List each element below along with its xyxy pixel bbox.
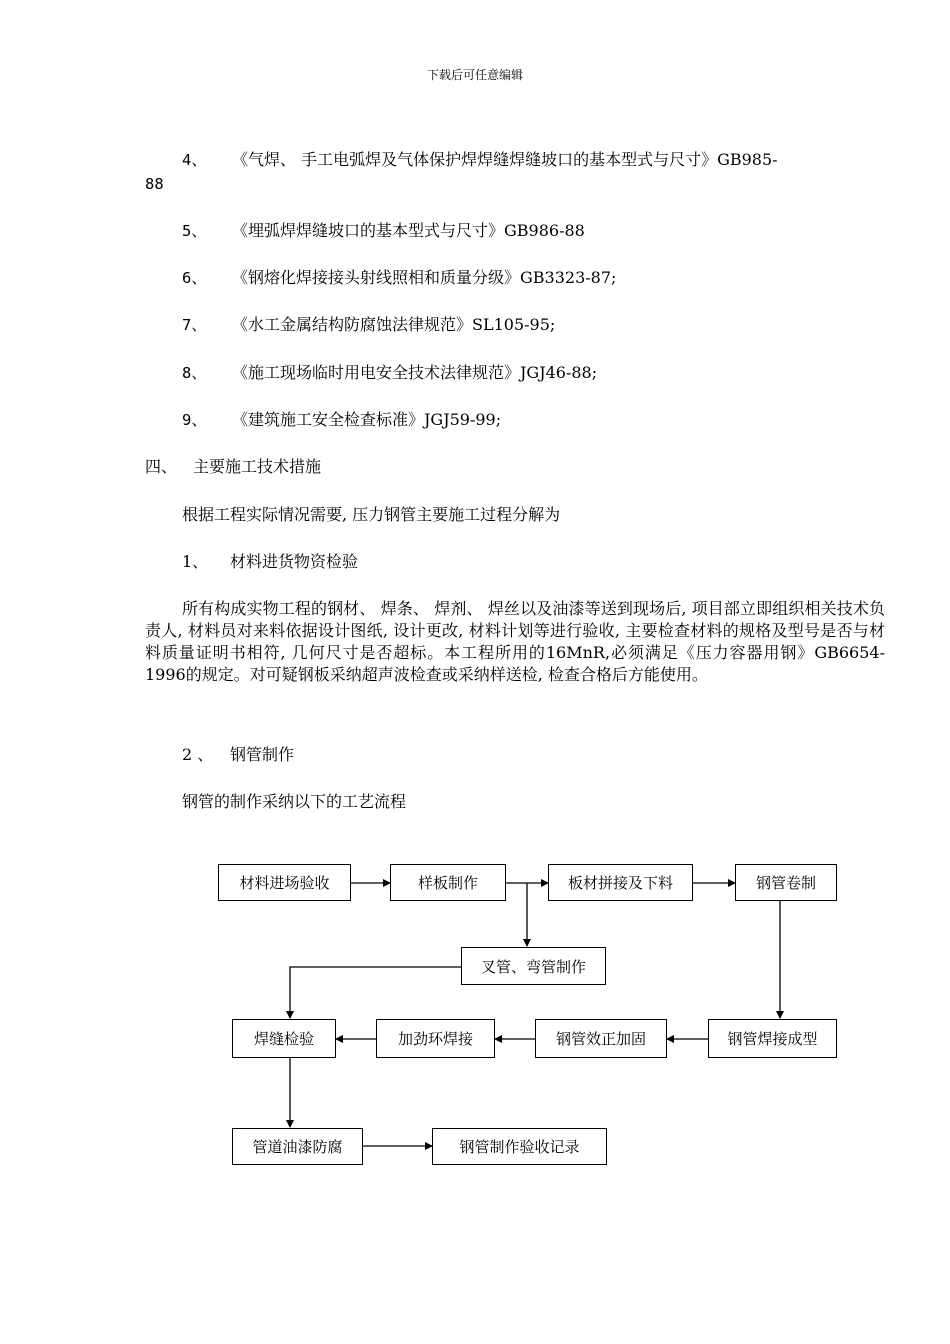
reference-item-4-continuation: 88 xyxy=(145,175,164,193)
flow-acceptance-record: 钢管制作验收记录 xyxy=(432,1128,607,1165)
item-2-intro: 钢管的制作采纳以下的工艺流程 xyxy=(182,792,407,811)
item-title: 钢管制作 xyxy=(230,745,295,764)
intro-text: 根据工程实际情况需要, 压力钢管主要施工过程分解为 xyxy=(182,505,561,524)
reference-text: 《气焊、 手工电弧焊及气体保护焊焊缝焊缝坡口的基本型式与尺寸》GB985- xyxy=(232,150,778,169)
item-title: 材料进货物资检验 xyxy=(230,552,359,571)
section-title: 主要施工技术措施 xyxy=(193,457,322,476)
arrow-branch-to-inspect xyxy=(290,967,461,1018)
reference-text: 《钢熔化焊接接头射线照相和质量分级》GB3323-87; xyxy=(232,268,617,287)
flow-pipe-roll: 钢管卷制 xyxy=(735,864,837,901)
item-number: 1、 xyxy=(182,552,209,571)
reference-text: 《施工现场临时用电安全技术法律规范》JGJ46-88; xyxy=(232,363,598,382)
item-1-body: 所有构成实物工程的钢材、 焊条、 焊剂、 焊丝以及油漆等送到现场后, 项目部立即组织相关技术负责人, 材料员对来料依据设计图纸, 设计更改, 材料计划等进行验收, 主要检查材料的规格及型号是否与材料质量证明书相符, 几何尺寸是否超标。本工程所用的16MnR,必须满足《压力容器用钢》GB6654-1996的规定。对可疑钢板采纳超声波检查或采纳样送检, 检查合格后方能使用。 xyxy=(145,599,885,684)
flow-paint-anticorrosion: 管道油漆防腐 xyxy=(232,1128,363,1165)
flow-branch-elbow: 叉管、弯管制作 xyxy=(461,947,606,985)
section-number: 四、 xyxy=(145,457,178,476)
reference-number: 7、 xyxy=(182,316,207,334)
flow-plate-splice: 板材拼接及下料 xyxy=(548,864,693,901)
page-header: 下载后可任意编辑 xyxy=(426,68,523,82)
reference-number: 8、 xyxy=(182,364,207,382)
reference-text: 《建筑施工安全检查标准》JGJ59-99; xyxy=(232,410,502,429)
flow-stiffener-weld: 加劲环焊接 xyxy=(376,1019,495,1058)
flow-template: 样板制作 xyxy=(390,864,506,901)
reference-text: 《水工金属结构防腐蚀法律规范》SL105-95; xyxy=(232,315,556,334)
flow-correct-reinforce: 钢管效正加固 xyxy=(535,1019,667,1058)
reference-number: 5、 xyxy=(182,222,207,240)
reference-number: 4、 xyxy=(182,151,207,169)
flow-weld-form: 钢管焊接成型 xyxy=(708,1019,837,1058)
reference-number: 9、 xyxy=(182,411,207,429)
reference-number: 6、 xyxy=(182,269,207,287)
flow-weld-inspect: 焊缝检验 xyxy=(232,1019,336,1058)
reference-text: 《埋弧焊焊缝坡口的基本型式与尺寸》GB986-88 xyxy=(232,221,585,240)
flow-material-check: 材料进场验收 xyxy=(218,864,351,901)
item-number: 2 、 xyxy=(182,745,214,764)
